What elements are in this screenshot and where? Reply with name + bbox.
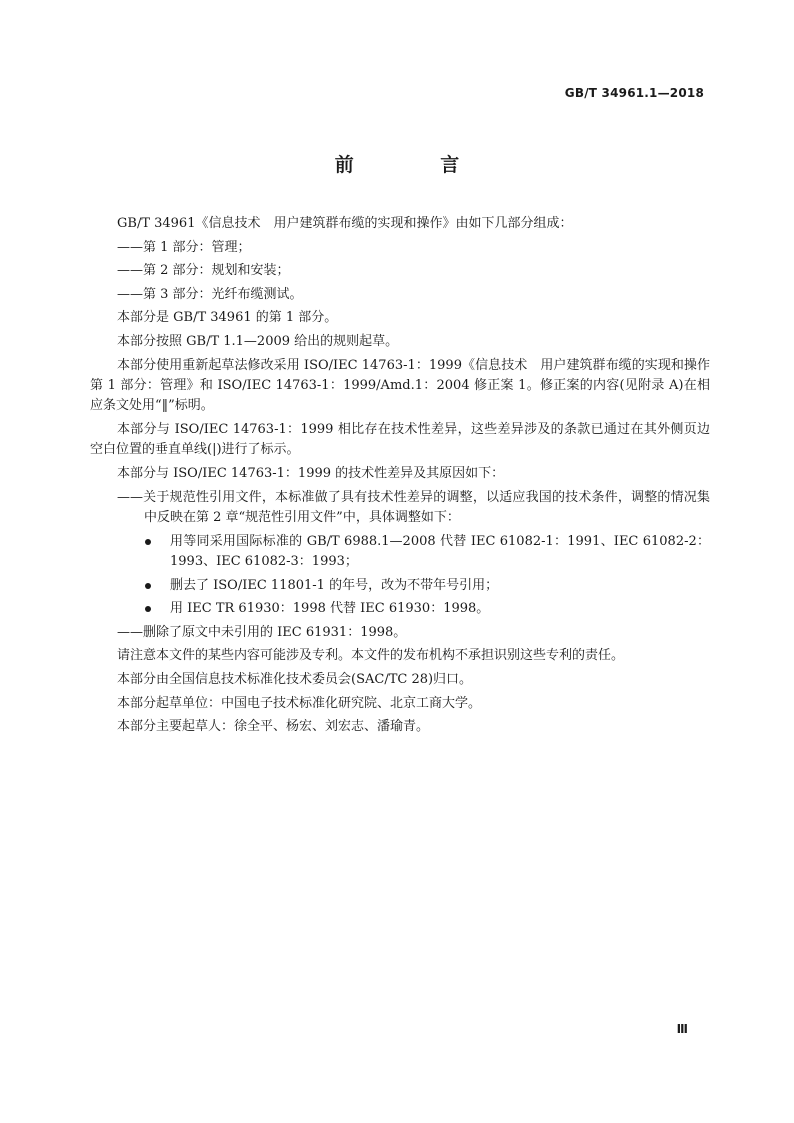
bullet-item (90, 576, 710, 596)
paragraph-adoption: 本部分使用重新起草法修改采用 ISO/IEC 14763-1：1999《信息技术 用户建筑群布缆的实现和操作 第 1 部分：管理》和 ISO/IEC 14763-1：1999/Amd.1：2004 修正案 1。修正案的内容(见附录 A)在相应条文处用“‖”标明。 (90, 357, 724, 414)
standard-code: GB/T 34961.1—2018 (564, 86, 704, 100)
paragraph-drafting-units: 本部分起草单位：中国电子技术标准化研究院、北京工商大学。 (117, 695, 482, 711)
list-item-normative-refs: ——关于规范性引用文件，本标准做了具有技术性差异的调整，以适应我国的技术条件，调整的情况集中反映在第 2 章“规范性引用文件”中，具体调整如下： (117, 489, 710, 525)
bullet-text: 用 IEC TR 61930：1998 代替 IEC 61930：1998。 (170, 601, 490, 617)
list-item-part3: ——第 3 部分：光纤布缆测试。 (117, 286, 303, 302)
paragraph-committee: 本部分由全国信息技术标准化技术委员会(SAC/TC 28)归口。 (117, 671, 473, 687)
bullet-text: 用等同采用国际标准的 GB/T 6988.1—2008 代替 IEC 61082-1：1991、IEC 61082-2：1993、IEC 61082-3：1993； (170, 533, 710, 569)
bullet-text: 删去了 ISO/IEC 11801-1 的年号，改为不带年号引用； (170, 577, 499, 593)
list-item-part2: ——第 2 部分：规划和安装； (117, 263, 290, 279)
paragraph-composition: GB/T 34961《信息技术 用户建筑群布缆的实现和操作》由如下几部分组成： (117, 216, 573, 231)
preface-body (90, 214, 724, 741)
bullet-icon (145, 583, 151, 589)
paragraph-part-statement: 本部分是 GB/T 34961 的第 1 部分。 (117, 310, 338, 326)
paragraph-drafters: 本部分主要起草人：徐全平、杨宏、刘宏志、潘瑜青。 (117, 719, 430, 735)
bullet-icon (145, 539, 151, 545)
bullet-icon (145, 606, 151, 612)
paragraph-drafting-rules: 本部分按照 GB/T 1.1—2009 给出的规则起草。 (117, 333, 399, 349)
list-item-deleted-ref: ——删除了原文中未引用的 IEC 61931：1998。 (117, 624, 407, 640)
bullet-item (90, 599, 710, 619)
page-title: 前 言 (334, 154, 500, 176)
page-number: Ⅲ (676, 1022, 688, 1036)
bullet-item (90, 532, 710, 573)
list-item-part1: ——第 1 部分：管理； (117, 239, 251, 255)
paragraph-patent-notice: 请注意本文件的某些内容可能涉及专利。本文件的发布机构不承担识别这些专利的责任。 (117, 648, 625, 664)
paragraph-differences-intro: 本部分与 ISO/IEC 14763-1：1999 的技术性差异及其原因如下： (117, 465, 505, 481)
paragraph-differences: 本部分与 ISO/IEC 14763-1：1999 相比存在技术性差异，这些差异涉及的条款已通过在其外侧页边空白位置的垂直单线(|)进行了标示。 (90, 421, 710, 458)
